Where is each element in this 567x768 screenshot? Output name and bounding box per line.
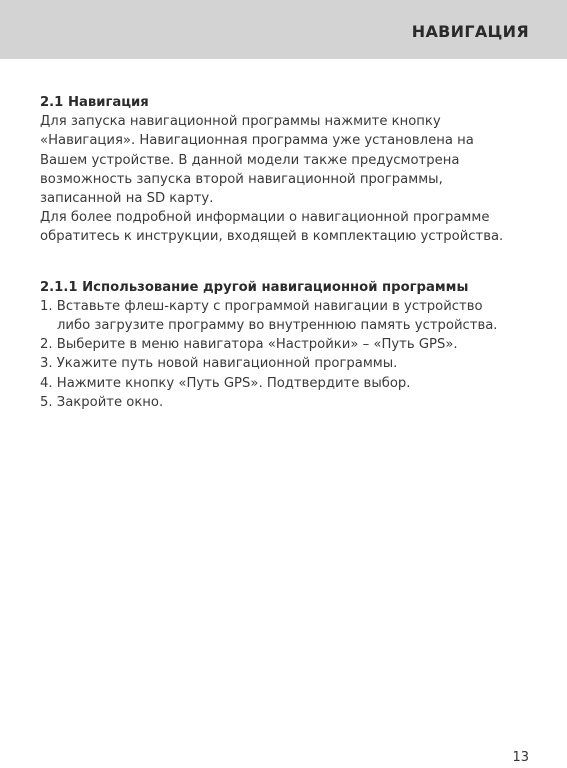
section-spacer: [40, 247, 535, 278]
list-item-text: 3. Укажите путь новой навигационной программы.: [40, 356, 398, 372]
page-content: [40, 93, 535, 412]
section-heading: 2.1 Навигация: [40, 95, 149, 110]
paragraph-line: Вашем устройстве. В данной модели также предусмотрена: [40, 152, 460, 168]
list-item: [40, 393, 535, 412]
list-item-text: 2. Выберите в меню навигатора «Настройки» – «Путь GPS».: [40, 337, 458, 353]
header-band: [0, 0, 567, 59]
paragraph-line: «Навигация». Навигационная программа уже установлена на: [40, 133, 474, 149]
list-item-continuation: либо загрузите программу во внутреннюю память устройства.: [57, 318, 498, 334]
section-navigation: [40, 93, 535, 247]
list-item: [40, 297, 535, 335]
section-other-navigation: [40, 278, 535, 412]
paragraph-line: Для запуска навигационной программы нажмите кнопку: [40, 114, 441, 130]
list-item: [40, 354, 535, 373]
list-item: [40, 335, 535, 354]
subsection-heading: 2.1.1 Использование другой навигационной программы: [40, 279, 469, 295]
steps-list: [40, 297, 535, 412]
paragraph-line: записанной на SD карту.: [40, 191, 214, 207]
paragraph-line: Для более подробной информации о навигационной программе: [40, 210, 490, 226]
list-item-text: 1. Вставьте флеш-карту с программой навигации в устройство: [40, 298, 483, 314]
page-header-title: НАВИГАЦИЯ: [411, 22, 529, 41]
paragraph-line: обратитесь к инструкции, входящей в комплектацию устройства.: [40, 229, 504, 245]
paragraph-line: возможность запуска второй навигационной программы,: [40, 171, 443, 187]
list-item-text: 5. Закройте окно.: [40, 394, 164, 410]
list-item: [40, 374, 535, 393]
list-item-text: 4. Нажмите кнопку «Путь GPS». Подтвердите выбор.: [40, 375, 411, 391]
page-number: 13: [512, 750, 529, 765]
